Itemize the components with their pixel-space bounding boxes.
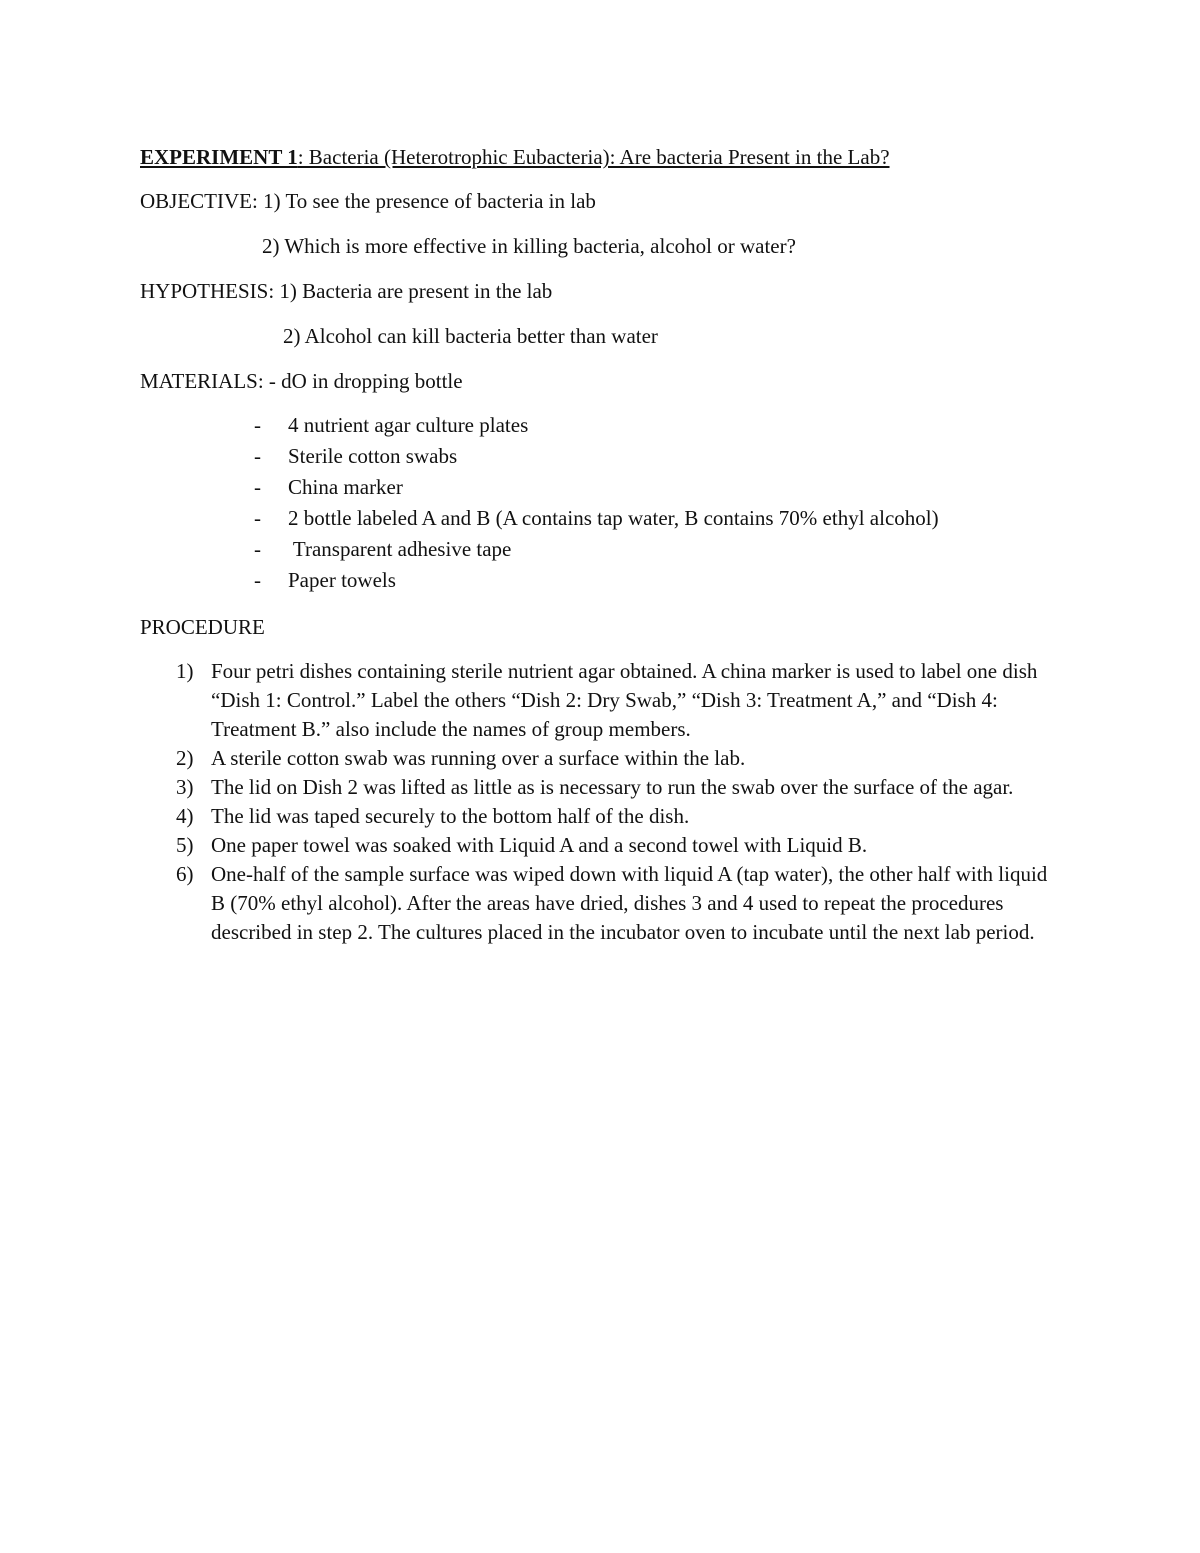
hypothesis-line-1: HYPOTHESIS: 1) Bacteria are present in the lab xyxy=(140,279,553,303)
hypothesis-line-2: 2) Alcohol can kill bacteria better than water xyxy=(283,324,658,348)
list-dash: - xyxy=(254,475,261,499)
step-number: 1) xyxy=(176,659,194,683)
materials-item-text: 4 nutrient agar culture plates xyxy=(288,413,529,437)
experiment-title-text: : Bacteria (Heterotrophic Eubacteria): Are bacteria Present in the Lab? xyxy=(297,145,890,169)
procedure-step xyxy=(176,831,1056,860)
procedure-list xyxy=(176,657,1056,947)
experiment-title xyxy=(140,143,890,171)
list-dash: - xyxy=(254,444,261,468)
list-dash: - xyxy=(254,568,261,592)
materials-item-text: China marker xyxy=(288,475,403,499)
materials-item-text: Sterile cotton swabs xyxy=(288,444,458,468)
list-dash: - xyxy=(254,413,261,437)
materials-heading: MATERIALS: - dO in dropping bottle xyxy=(140,369,463,393)
procedure-heading: PROCEDURE xyxy=(140,615,265,639)
procedure-step xyxy=(176,773,1056,802)
objective-line-1: OBJECTIVE: 1) To see the presence of bacteria in lab xyxy=(140,189,596,213)
step-number: 5) xyxy=(176,833,194,857)
step-number: 2) xyxy=(176,746,194,770)
step-text: One paper towel was soaked with Liquid A and a second towel with Liquid B. xyxy=(211,833,868,857)
procedure-step xyxy=(176,802,1056,831)
objective-line-2: 2) Which is more effective in killing bacteria, alcohol or water? xyxy=(262,234,796,258)
procedure-step xyxy=(176,860,1056,947)
procedure-step xyxy=(176,744,1056,773)
step-text: A sterile cotton swab was running over a surface within the lab. xyxy=(211,746,746,770)
list-dash: - xyxy=(254,537,261,561)
step-text: One-half of the sample surface was wiped down with liquid A (tap water), the other half with liquid B (70% ethyl alcohol). After the areas have dried, dishes 3 and 4 used to repeat the procedures described in step 2. The cultures placed in the incubator oven to incubate until the next lab period. xyxy=(211,862,1048,944)
step-text: Four petri dishes containing sterile nutrient agar obtained. A china marker is used to label one dish “Dish 1: Control.” Label the others “Dish 2: Dry Swab,” “Dish 3: Treatment A,” and “Dish 4: Treatment B.” also include the names of group members. xyxy=(211,659,1038,741)
materials-item-text: Paper towels xyxy=(288,568,396,592)
step-text: The lid on Dish 2 was lifted as little as is necessary to run the swab over the surface of the agar. xyxy=(211,775,1014,799)
materials-item-text: 2 bottle labeled A and B (A contains tap water, B contains 70% ethyl alcohol) xyxy=(288,506,939,530)
step-number: 6) xyxy=(176,862,194,886)
step-number: 4) xyxy=(176,804,194,828)
step-number: 3) xyxy=(176,775,194,799)
materials-item-text: Transparent adhesive tape xyxy=(288,537,512,561)
procedure-step xyxy=(176,657,1056,744)
list-dash: - xyxy=(254,506,261,530)
experiment-label: EXPERIMENT 1 xyxy=(140,145,298,169)
step-text: The lid was taped securely to the bottom half of the dish. xyxy=(211,804,690,828)
